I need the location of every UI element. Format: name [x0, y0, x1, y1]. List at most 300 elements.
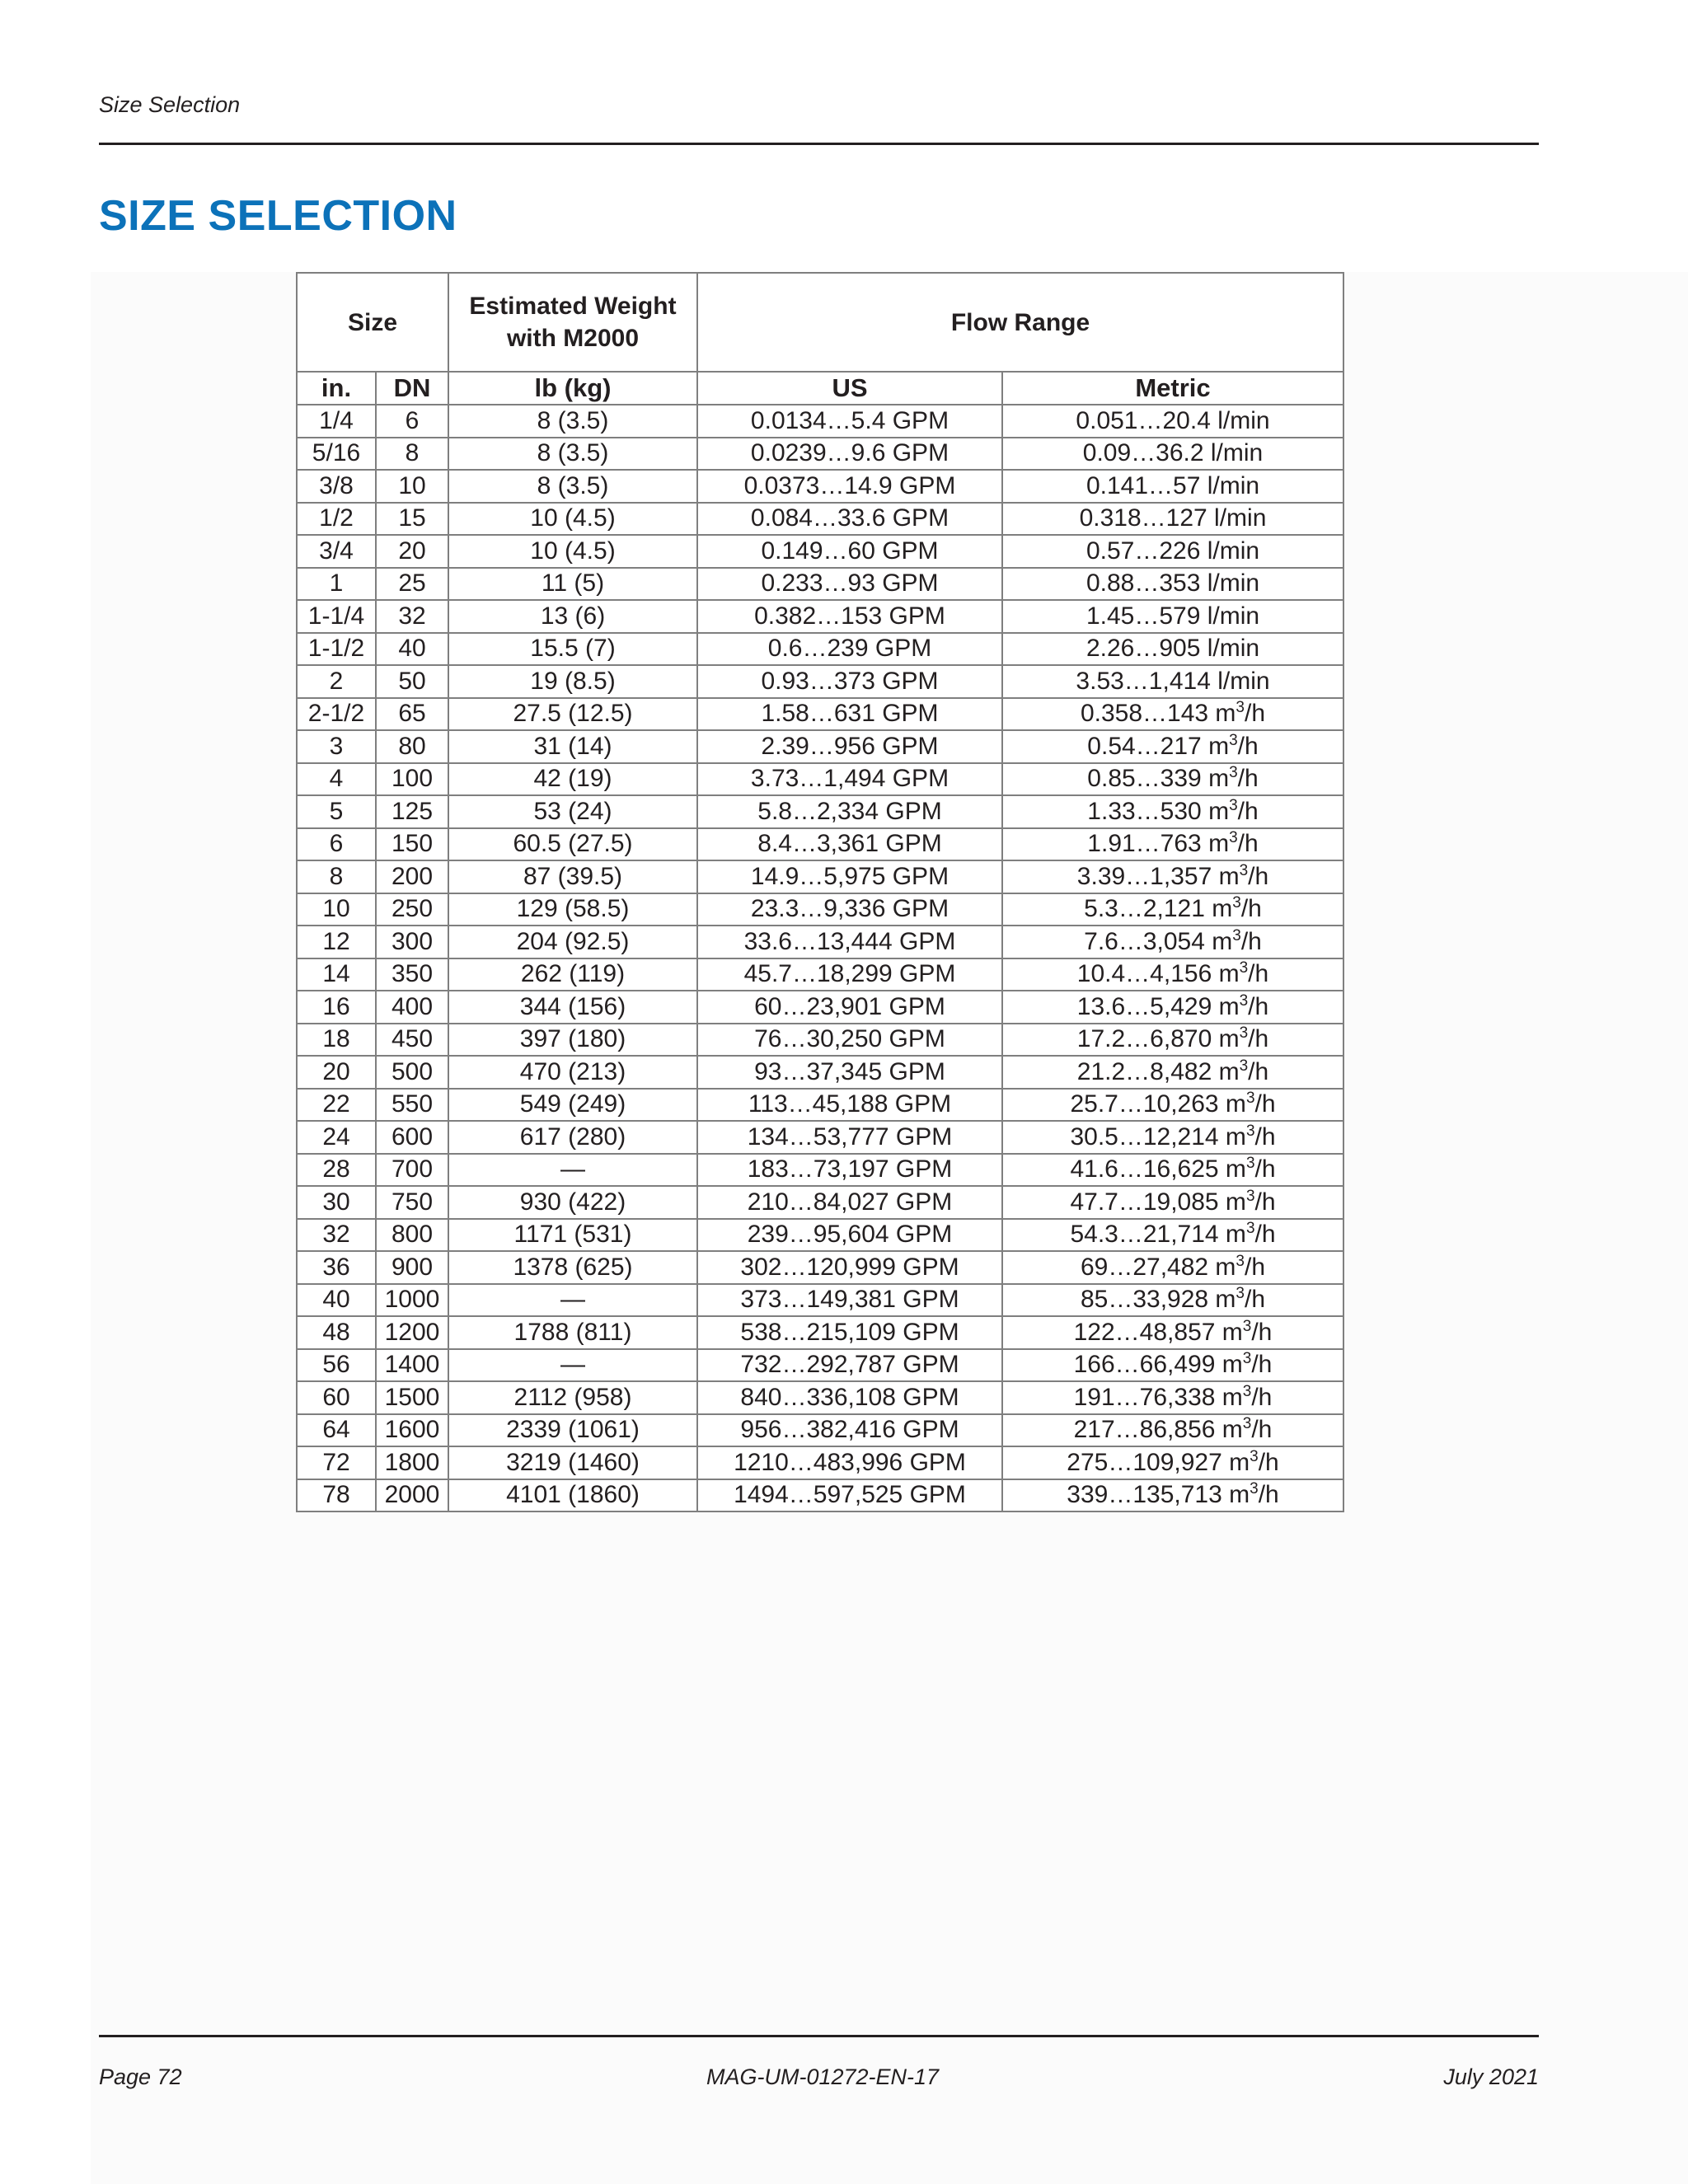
- page-title: SIZE SELECTION: [99, 192, 457, 240]
- cell-flow-us: 0.233…93 GPM: [697, 568, 1002, 601]
- metric-unit: /h: [1254, 1122, 1276, 1151]
- metric-unit: /h: [1254, 1188, 1276, 1216]
- cell-size-in: 30: [297, 1186, 376, 1219]
- cell-dn: 250: [376, 893, 448, 926]
- unit-header-us: US: [697, 372, 1002, 405]
- cell-dn: 10: [376, 470, 448, 503]
- cell-size-in: 1/4: [297, 405, 376, 438]
- table-row: [297, 438, 1343, 471]
- cell-flow-us: 2.39…956 GPM: [697, 730, 1002, 763]
- metric-exponent: 3: [1242, 1350, 1252, 1368]
- cell-size-in: 2-1/2: [297, 698, 376, 731]
- metric-unit: /h: [1248, 1025, 1269, 1053]
- footer-rule: [99, 2035, 1539, 2037]
- cell-flow-metric: [1002, 1381, 1343, 1414]
- cell-flow-metric: [1002, 795, 1343, 828]
- table-row: [297, 1186, 1343, 1219]
- cell-weight: 8 (3.5): [448, 470, 697, 503]
- cell-flow-us: 0.0373…14.9 GPM: [697, 470, 1002, 503]
- cell-weight: 27.5 (12.5): [448, 698, 697, 731]
- metric-unit: /h: [1248, 992, 1269, 1020]
- cell-flow-us: 538…215,109 GPM: [697, 1316, 1002, 1349]
- cell-weight: 262 (119): [448, 958, 697, 991]
- weight-header: [448, 273, 697, 372]
- cell-flow-metric: [1002, 1219, 1343, 1252]
- cell-flow-metric: [1002, 1414, 1343, 1447]
- cell-weight: 4101 (1860): [448, 1479, 697, 1512]
- cell-weight: 10 (4.5): [448, 503, 697, 536]
- cell-dn: 1500: [376, 1381, 448, 1414]
- metric-value: 69…27,482 m: [1080, 1253, 1236, 1281]
- table-row: [297, 1446, 1343, 1479]
- cell-dn: 350: [376, 958, 448, 991]
- cell-dn: 15: [376, 503, 448, 536]
- metric-unit: /h: [1248, 960, 1269, 988]
- cell-weight: 13 (6): [448, 600, 697, 633]
- cell-flow-us: 1210…483,996 GPM: [697, 1446, 1002, 1479]
- cell-flow-us: 93…37,345 GPM: [697, 1056, 1002, 1089]
- metric-value: 1.45…579 l/min: [1085, 602, 1260, 630]
- metric-value: 10.4…4,156 m: [1076, 960, 1240, 988]
- cell-size-in: 3/4: [297, 535, 376, 568]
- metric-exponent: 3: [1245, 1220, 1255, 1238]
- cell-size-in: 14: [297, 958, 376, 991]
- cell-flow-us: 134…53,777 GPM: [697, 1121, 1002, 1154]
- cell-dn: 32: [376, 600, 448, 633]
- metric-exponent: 3: [1245, 1187, 1255, 1205]
- cell-flow-us: 1494…597,525 GPM: [697, 1479, 1002, 1512]
- cell-flow-us: 956…382,416 GPM: [697, 1414, 1002, 1447]
- metric-unit: /h: [1237, 830, 1259, 858]
- document-id: MAG-UM-01272-EN-17: [706, 2064, 940, 2089]
- metric-exponent: 3: [1245, 1155, 1255, 1173]
- metric-unit: /h: [1245, 1286, 1266, 1314]
- cell-size-in: 1-1/4: [297, 600, 376, 633]
- metric-unit: /h: [1254, 1090, 1276, 1118]
- metric-exponent: 3: [1242, 1382, 1252, 1400]
- cell-weight: 470 (213): [448, 1056, 697, 1089]
- cell-flow-us: 0.93…373 GPM: [697, 665, 1002, 698]
- metric-unit: /h: [1251, 1383, 1273, 1411]
- table-row: [297, 665, 1343, 698]
- cell-dn: 450: [376, 1024, 448, 1057]
- cell-dn: 1400: [376, 1349, 448, 1382]
- cell-weight: 8 (3.5): [448, 438, 697, 471]
- metric-exponent: 3: [1229, 796, 1238, 814]
- table-row: [297, 730, 1343, 763]
- cell-dn: 800: [376, 1219, 448, 1252]
- cell-weight: 1378 (625): [448, 1251, 697, 1284]
- cell-weight: 8 (3.5): [448, 405, 697, 438]
- cell-weight: 397 (180): [448, 1024, 697, 1057]
- cell-weight: 11 (5): [448, 568, 697, 601]
- cell-size-in: 24: [297, 1121, 376, 1154]
- metric-value: 47.7…19,085 m: [1070, 1188, 1246, 1216]
- metric-value: 0.85…339 m: [1087, 765, 1230, 793]
- cell-size-in: 5: [297, 795, 376, 828]
- running-head: Size Selection: [99, 92, 241, 117]
- cell-size-in: 3: [297, 730, 376, 763]
- cell-flow-us: 239…95,604 GPM: [697, 1219, 1002, 1252]
- metric-exponent: 3: [1236, 1285, 1245, 1303]
- cell-flow-metric: [1002, 633, 1343, 666]
- cell-flow-metric: [1002, 1121, 1343, 1154]
- cell-dn: 150: [376, 828, 448, 861]
- table-row: [297, 633, 1343, 666]
- cell-weight: 617 (280): [448, 1121, 697, 1154]
- metric-exponent: 3: [1242, 1317, 1252, 1335]
- cell-flow-us: 33.6…13,444 GPM: [697, 926, 1002, 958]
- cell-flow-us: 183…73,197 GPM: [697, 1154, 1002, 1187]
- table-row: [297, 1349, 1343, 1382]
- metric-unit: /h: [1251, 1351, 1273, 1379]
- metric-value: 3.53…1,414 l/min: [1076, 667, 1270, 695]
- metric-exponent: 3: [1229, 731, 1238, 749]
- flow-range-header: Flow Range: [697, 273, 1343, 372]
- size-selection-table: [296, 272, 1344, 1512]
- metric-value: 30.5…12,214 m: [1070, 1122, 1246, 1151]
- cell-flow-metric: [1002, 470, 1343, 503]
- table-row: [297, 405, 1343, 438]
- cell-flow-us: 302…120,999 GPM: [697, 1251, 1002, 1284]
- cell-flow-metric: [1002, 763, 1343, 796]
- cell-flow-metric: [1002, 1284, 1343, 1317]
- cell-size-in: 18: [297, 1024, 376, 1057]
- cell-flow-us: 0.6…239 GPM: [697, 633, 1002, 666]
- cell-size-in: 1: [297, 568, 376, 601]
- metric-value: 1.91…763 m: [1087, 830, 1230, 858]
- cell-dn: 500: [376, 1056, 448, 1089]
- cell-size-in: 60: [297, 1381, 376, 1414]
- table-row: [297, 926, 1343, 958]
- cell-flow-us: 14.9…5,975 GPM: [697, 860, 1002, 893]
- metric-value: 5.3…2,121 m: [1084, 895, 1233, 923]
- cell-flow-us: 5.8…2,334 GPM: [697, 795, 1002, 828]
- cell-dn: 1000: [376, 1284, 448, 1317]
- metric-unit: /h: [1254, 1221, 1276, 1249]
- metric-unit: /h: [1254, 1155, 1276, 1183]
- cell-weight: —: [448, 1154, 697, 1187]
- cell-size-in: 4: [297, 763, 376, 796]
- cell-flow-metric: [1002, 600, 1343, 633]
- cell-size-in: 1-1/2: [297, 633, 376, 666]
- cell-flow-metric: [1002, 1056, 1343, 1089]
- cell-dn: 50: [376, 665, 448, 698]
- table-row: [297, 1381, 1343, 1414]
- cell-size-in: 32: [297, 1219, 376, 1252]
- cell-dn: 80: [376, 730, 448, 763]
- metric-value: 0.54…217 m: [1087, 732, 1230, 760]
- cell-flow-us: 8.4…3,361 GPM: [697, 828, 1002, 861]
- cell-dn: 1600: [376, 1414, 448, 1447]
- cell-weight: 3219 (1460): [448, 1446, 697, 1479]
- metric-unit: /h: [1237, 797, 1259, 825]
- cell-size-in: 16: [297, 991, 376, 1024]
- metric-unit: /h: [1245, 700, 1266, 728]
- cell-flow-us: 113…45,188 GPM: [697, 1089, 1002, 1122]
- metric-value: 0.141…57 l/min: [1085, 471, 1260, 499]
- unit-header-in: in.: [297, 372, 376, 405]
- metric-exponent: 3: [1229, 829, 1238, 847]
- cell-flow-metric: [1002, 1316, 1343, 1349]
- metric-exponent: 3: [1229, 764, 1238, 782]
- weight-header-line1: Estimated Weight: [469, 293, 677, 320]
- metric-unit: /h: [1258, 1448, 1279, 1476]
- metric-exponent: 3: [1250, 1480, 1259, 1498]
- table-row: [297, 893, 1343, 926]
- table-row: [297, 503, 1343, 536]
- metric-value: 25.7…10,263 m: [1070, 1090, 1246, 1118]
- metric-unit: /h: [1258, 1481, 1279, 1509]
- table-row: [297, 1219, 1343, 1252]
- cell-weight: 15.5 (7): [448, 633, 697, 666]
- cell-flow-metric: [1002, 1089, 1343, 1122]
- cell-size-in: 3/8: [297, 470, 376, 503]
- cell-size-in: 20: [297, 1056, 376, 1089]
- cell-size-in: 22: [297, 1089, 376, 1122]
- cell-weight: 1788 (811): [448, 1316, 697, 1349]
- metric-value: 3.39…1,357 m: [1076, 862, 1240, 890]
- page-number: Page 72: [99, 2064, 182, 2089]
- cell-flow-metric: [1002, 1446, 1343, 1479]
- metric-unit: /h: [1251, 1416, 1273, 1444]
- metric-exponent: 3: [1239, 1024, 1249, 1043]
- cell-flow-metric: [1002, 893, 1343, 926]
- cell-weight: 549 (249): [448, 1089, 697, 1122]
- cell-weight: 344 (156): [448, 991, 697, 1024]
- cell-flow-us: 732…292,787 GPM: [697, 1349, 1002, 1382]
- cell-flow-us: 373…149,381 GPM: [697, 1284, 1002, 1317]
- cell-flow-us: 3.73…1,494 GPM: [697, 763, 1002, 796]
- cell-flow-metric: [1002, 568, 1343, 601]
- metric-value: 0.09…36.2 l/min: [1082, 439, 1264, 467]
- metric-value: 0.318…127 l/min: [1079, 504, 1267, 532]
- cell-size-in: 78: [297, 1479, 376, 1512]
- cell-size-in: 8: [297, 860, 376, 893]
- cell-flow-metric: [1002, 1251, 1343, 1284]
- cell-flow-us: 0.084…33.6 GPM: [697, 503, 1002, 536]
- cell-dn: 400: [376, 991, 448, 1024]
- metric-value: 17.2…6,870 m: [1076, 1025, 1240, 1053]
- publication-date: July 2021: [1443, 2064, 1539, 2089]
- cell-flow-metric: [1002, 1024, 1343, 1057]
- cell-weight: 31 (14): [448, 730, 697, 763]
- table-row: [297, 991, 1343, 1024]
- cell-flow-metric: [1002, 665, 1343, 698]
- cell-size-in: 6: [297, 828, 376, 861]
- metric-unit: /h: [1237, 732, 1259, 760]
- cell-dn: 200: [376, 860, 448, 893]
- cell-size-in: 28: [297, 1154, 376, 1187]
- cell-weight: 129 (58.5): [448, 893, 697, 926]
- metric-unit: /h: [1237, 765, 1259, 793]
- cell-flow-us: 210…84,027 GPM: [697, 1186, 1002, 1219]
- cell-weight: 19 (8.5): [448, 665, 697, 698]
- cell-weight: —: [448, 1349, 697, 1382]
- metric-value: 54.3…21,714 m: [1070, 1221, 1246, 1249]
- cell-weight: 53 (24): [448, 795, 697, 828]
- weight-header-line2: with M2000: [506, 325, 640, 352]
- cell-dn: 700: [376, 1154, 448, 1187]
- cell-size-in: 12: [297, 926, 376, 958]
- cell-flow-metric: [1002, 926, 1343, 958]
- unit-header-metric: Metric: [1002, 372, 1343, 405]
- table-row: [297, 1154, 1343, 1187]
- cell-size-in: 5/16: [297, 438, 376, 471]
- cell-size-in: 72: [297, 1446, 376, 1479]
- metric-unit: /h: [1240, 895, 1262, 923]
- cell-dn: 2000: [376, 1479, 448, 1512]
- metric-value: 7.6…3,054 m: [1084, 927, 1233, 955]
- cell-dn: 8: [376, 438, 448, 471]
- cell-dn: 300: [376, 926, 448, 958]
- metric-value: 21.2…8,482 m: [1076, 1057, 1240, 1085]
- cell-dn: 900: [376, 1251, 448, 1284]
- metric-value: 122…48,857 m: [1073, 1318, 1243, 1346]
- cell-weight: 930 (422): [448, 1186, 697, 1219]
- cell-flow-metric: [1002, 535, 1343, 568]
- cell-dn: 750: [376, 1186, 448, 1219]
- cell-flow-us: 0.0134…5.4 GPM: [697, 405, 1002, 438]
- cell-flow-metric: [1002, 991, 1343, 1024]
- metric-unit: /h: [1245, 1253, 1266, 1281]
- cell-size-in: 2: [297, 665, 376, 698]
- cell-flow-metric: [1002, 1349, 1343, 1382]
- table-row: [297, 1316, 1343, 1349]
- cell-size-in: 64: [297, 1414, 376, 1447]
- cell-flow-us: 0.0239…9.6 GPM: [697, 438, 1002, 471]
- cell-dn: 25: [376, 568, 448, 601]
- metric-value: 217…86,856 m: [1073, 1416, 1243, 1444]
- metric-value: 0.57…226 l/min: [1085, 537, 1260, 565]
- table-row: [297, 568, 1343, 601]
- cell-size-in: 36: [297, 1251, 376, 1284]
- table-row: [297, 600, 1343, 633]
- metric-exponent: 3: [1242, 1415, 1252, 1433]
- cell-dn: 125: [376, 795, 448, 828]
- cell-flow-metric: [1002, 958, 1343, 991]
- table-body: [297, 405, 1343, 1511]
- metric-exponent: 3: [1245, 1090, 1255, 1108]
- table-row: [297, 1251, 1343, 1284]
- table-row: [297, 1479, 1343, 1512]
- table-row: [297, 958, 1343, 991]
- cell-flow-us: 1.58…631 GPM: [697, 698, 1002, 731]
- cell-size-in: 1/2: [297, 503, 376, 536]
- cell-weight: 87 (39.5): [448, 860, 697, 893]
- metric-unit: /h: [1248, 1057, 1269, 1085]
- table-units-header-row: [297, 372, 1343, 405]
- cell-dn: 550: [376, 1089, 448, 1122]
- metric-value: 85…33,928 m: [1080, 1286, 1236, 1314]
- cell-flow-metric: [1002, 503, 1343, 536]
- cell-size-in: 48: [297, 1316, 376, 1349]
- cell-size-in: 56: [297, 1349, 376, 1382]
- metric-value: 41.6…16,625 m: [1070, 1155, 1246, 1183]
- cell-flow-us: 45.7…18,299 GPM: [697, 958, 1002, 991]
- cell-flow-metric: [1002, 405, 1343, 438]
- metric-unit: /h: [1248, 862, 1269, 890]
- table-row: [297, 828, 1343, 861]
- cell-flow-metric: [1002, 860, 1343, 893]
- metric-value: 166…66,499 m: [1073, 1351, 1243, 1379]
- cell-flow-us: 23.3…9,336 GPM: [697, 893, 1002, 926]
- metric-value: 0.88…353 l/min: [1085, 569, 1260, 598]
- cell-size-in: 10: [297, 893, 376, 926]
- cell-weight: —: [448, 1284, 697, 1317]
- cell-dn: 20: [376, 535, 448, 568]
- metric-value: 13.6…5,429 m: [1076, 992, 1240, 1020]
- cell-weight: 2339 (1061): [448, 1414, 697, 1447]
- cell-weight: 1171 (531): [448, 1219, 697, 1252]
- table-row: [297, 1056, 1343, 1089]
- cell-weight: 42 (19): [448, 763, 697, 796]
- cell-dn: 6: [376, 405, 448, 438]
- table-row: [297, 1414, 1343, 1447]
- cell-flow-us: 840…336,108 GPM: [697, 1381, 1002, 1414]
- metric-exponent: 3: [1239, 991, 1249, 1010]
- metric-value: 275…109,927 m: [1067, 1448, 1250, 1476]
- cell-weight: 10 (4.5): [448, 535, 697, 568]
- cell-flow-us: 60…23,901 GPM: [697, 991, 1002, 1024]
- metric-exponent: 3: [1239, 959, 1249, 977]
- cell-flow-metric: [1002, 1479, 1343, 1512]
- cell-weight: 60.5 (27.5): [448, 828, 697, 861]
- cell-flow-us: 0.382…153 GPM: [697, 600, 1002, 633]
- unit-header-dn: DN: [376, 372, 448, 405]
- cell-flow-us: 0.149…60 GPM: [697, 535, 1002, 568]
- table-row: [297, 698, 1343, 731]
- cell-dn: 1800: [376, 1446, 448, 1479]
- table-row: [297, 860, 1343, 893]
- metric-exponent: 3: [1236, 1252, 1245, 1270]
- table-row: [297, 470, 1343, 503]
- table-row: [297, 795, 1343, 828]
- metric-exponent: 3: [1239, 861, 1249, 879]
- table-row: [297, 535, 1343, 568]
- metric-value: 339…135,713 m: [1067, 1481, 1250, 1509]
- cell-weight: 204 (92.5): [448, 926, 697, 958]
- cell-dn: 40: [376, 633, 448, 666]
- metric-exponent: 3: [1250, 1447, 1259, 1465]
- cell-flow-metric: [1002, 1154, 1343, 1187]
- cell-dn: 1200: [376, 1316, 448, 1349]
- cell-dn: 65: [376, 698, 448, 731]
- size-header: Size: [297, 273, 448, 372]
- metric-exponent: 3: [1232, 926, 1241, 944]
- metric-value: 2.26…905 l/min: [1085, 635, 1260, 663]
- metric-unit: /h: [1251, 1318, 1273, 1346]
- cell-flow-metric: [1002, 828, 1343, 861]
- cell-dn: 100: [376, 763, 448, 796]
- cell-weight: 2112 (958): [448, 1381, 697, 1414]
- unit-header-weight: lb (kg): [448, 372, 697, 405]
- header-rule: [99, 143, 1539, 145]
- metric-value: 0.358…143 m: [1080, 700, 1236, 728]
- cell-flow-metric: [1002, 438, 1343, 471]
- cell-flow-us: 76…30,250 GPM: [697, 1024, 1002, 1057]
- metric-unit: /h: [1240, 927, 1262, 955]
- table-group-header-row: [297, 273, 1343, 372]
- table-row: [297, 1121, 1343, 1154]
- cell-flow-metric: [1002, 730, 1343, 763]
- cell-dn: 600: [376, 1121, 448, 1154]
- metric-exponent: 3: [1236, 699, 1245, 717]
- table-row: [297, 1089, 1343, 1122]
- metric-exponent: 3: [1245, 1122, 1255, 1140]
- cell-size-in: 40: [297, 1284, 376, 1317]
- table-row: [297, 1024, 1343, 1057]
